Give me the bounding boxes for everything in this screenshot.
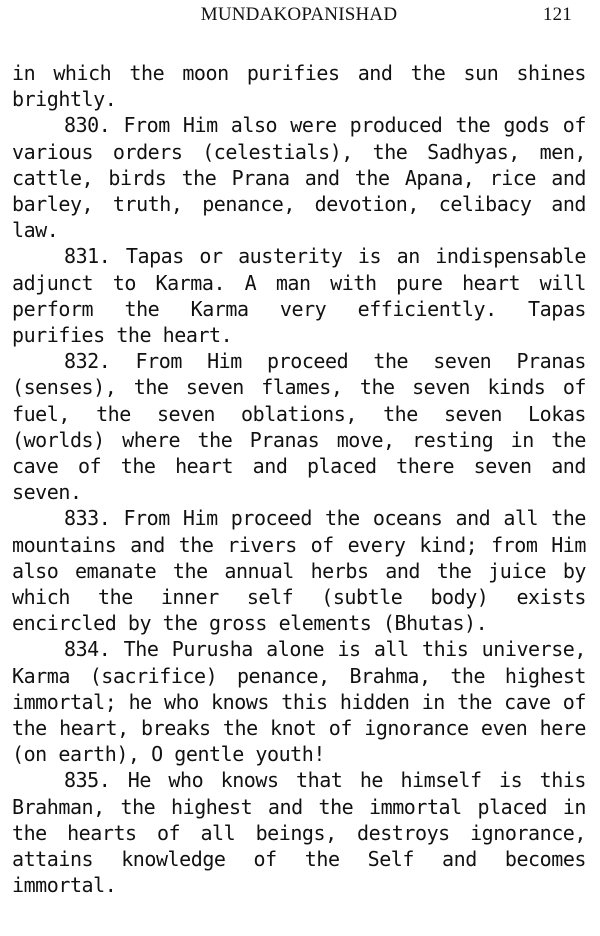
paragraph-continued: in which the moon purifies and the sun shines brightly. xyxy=(12,61,586,112)
paragraph-833: 833. From Him proceed the oceans and all the mountains and the rivers of every kind; from Him also emanate the annual herbs and the juice by which the inner self (subtle body) exists encircled by the gross elements (Bhutas). xyxy=(12,506,586,636)
paragraph-834: 834. The Purusha alone is all this universe, Karma (sacrifice) penance, Brahma, the highest immortal; he who knows this hidden in the cave of the heart, breaks the knot of ignorance even here (on earth), O gentle youth! xyxy=(12,637,586,767)
paragraph-831: 831. Tapas or austerity is an indispensable adjunct to Karma. A man with pure heart will perform the Karma very efficiently. Tapas purifies the heart. xyxy=(12,244,586,348)
paragraph-832: 832. From Him proceed the seven Pranas (senses), the seven flames, the seven kinds of fuel, the seven oblations, the seven Lokas (worlds) where the Pranas move, resting in the cave of the heart and placed there seven and seven. xyxy=(12,349,586,505)
page-number: 121 xyxy=(542,4,572,25)
paragraph-830: 830. From Him also were produced the gods of various orders (celestials), the Sadhyas, men, cattle, birds the Prana and the Apana, rice and barley, truth, penance, devotion, celibacy and law. xyxy=(12,113,586,243)
paragraph-835: 835. He who knows that he himself is this Brahman, the highest and the immortal placed in the hearts of all beings, destroys ignorance, attains knowledge of the Self and becomes immortal. xyxy=(12,768,586,898)
page-body xyxy=(12,60,586,899)
running-header xyxy=(12,0,586,40)
running-title: MUNDAKOPANISHAD xyxy=(200,4,398,25)
